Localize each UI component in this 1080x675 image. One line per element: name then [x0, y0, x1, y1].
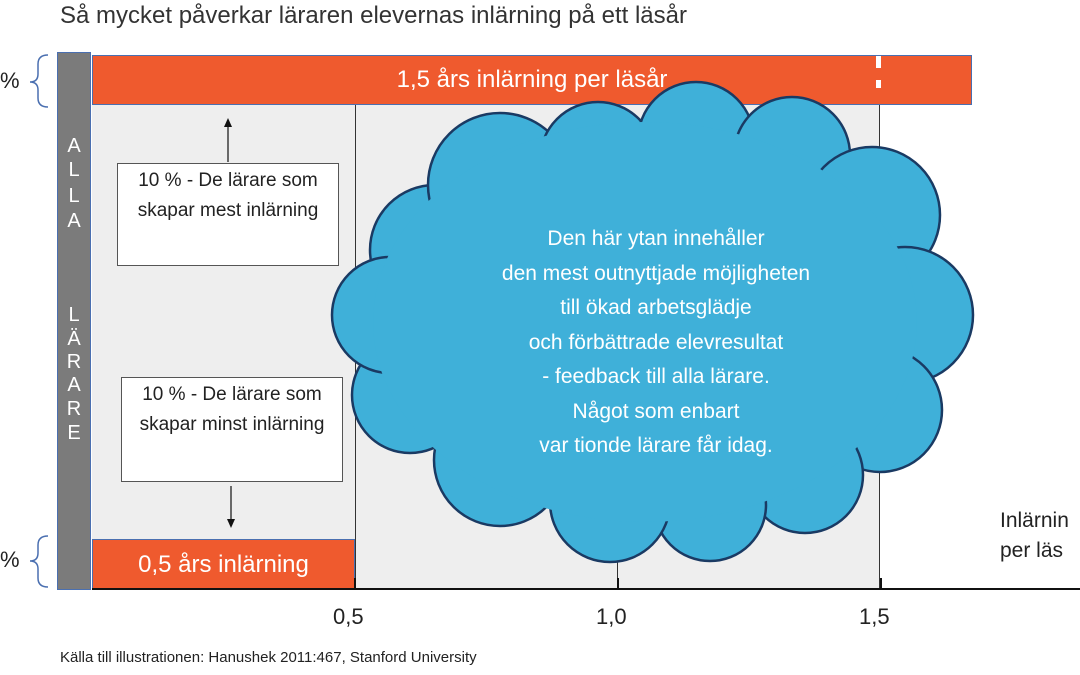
source-caption: Källa till illustrationen: Hanushek 2011:467, Stanford University: [60, 649, 477, 666]
teacher-label-letter: L: [68, 304, 80, 326]
cloud-text-line: och förbättrade elevresultat: [528, 330, 784, 354]
x-axis-title-line: Inlärnin: [1000, 509, 1069, 532]
teacher-label-letter: A: [67, 135, 81, 157]
teacher-label-letter: R: [66, 351, 82, 373]
bottom-percent-label: %: [0, 547, 20, 572]
teacher-label-letter: L: [68, 185, 80, 207]
cloud-text-line: till ökad arbetsglädje: [560, 296, 752, 319]
x-tick-label: 1,0: [596, 604, 627, 629]
x-tick: [880, 578, 882, 590]
cloud-text-line: var tionde lärare får idag.: [539, 434, 773, 457]
cloud-text-line: den mest outnyttjade möjligheten: [501, 261, 811, 285]
chart-title: Så mycket påverkar läraren elevernas inlärning på ett läsår: [60, 2, 687, 29]
bar-label: 0,5 års inlärning: [138, 550, 309, 578]
cloud-message: [446, 222, 866, 464]
teacher-label-letter: A: [67, 374, 81, 396]
bottom-ten-percent-note: 10 % - De lärare som skapar minst inlärning: [121, 377, 343, 482]
x-tick: [354, 578, 356, 590]
teacher-label-letter: R: [66, 398, 82, 420]
teacher-label-letter: Ä: [67, 328, 81, 350]
teacher-label-letter: A: [67, 210, 81, 232]
top-ten-percent-note: 10 % - De lärare som skapar mest inlärning: [117, 163, 339, 266]
cloud-text-line: Något som enbart: [572, 399, 740, 423]
x-tick-label: 1,5: [859, 604, 890, 629]
teacher-label-letter: E: [67, 422, 81, 444]
bar-label: 1,5 års inlärning per läsår: [396, 66, 668, 93]
cloud-text-line: Den här ytan innehåller: [547, 227, 765, 250]
x-axis-line: [92, 588, 1080, 590]
cloud-text-line: - feedback till alla lärare.: [542, 365, 770, 388]
teacher-label-letter: L: [68, 159, 80, 181]
top-percent-label: %: [0, 68, 20, 93]
x-tick: [617, 578, 619, 590]
x-tick-label: 0,5: [333, 604, 364, 629]
x-axis-title-line: per läs: [1000, 539, 1064, 562]
x-axis-title: [1000, 506, 1069, 566]
